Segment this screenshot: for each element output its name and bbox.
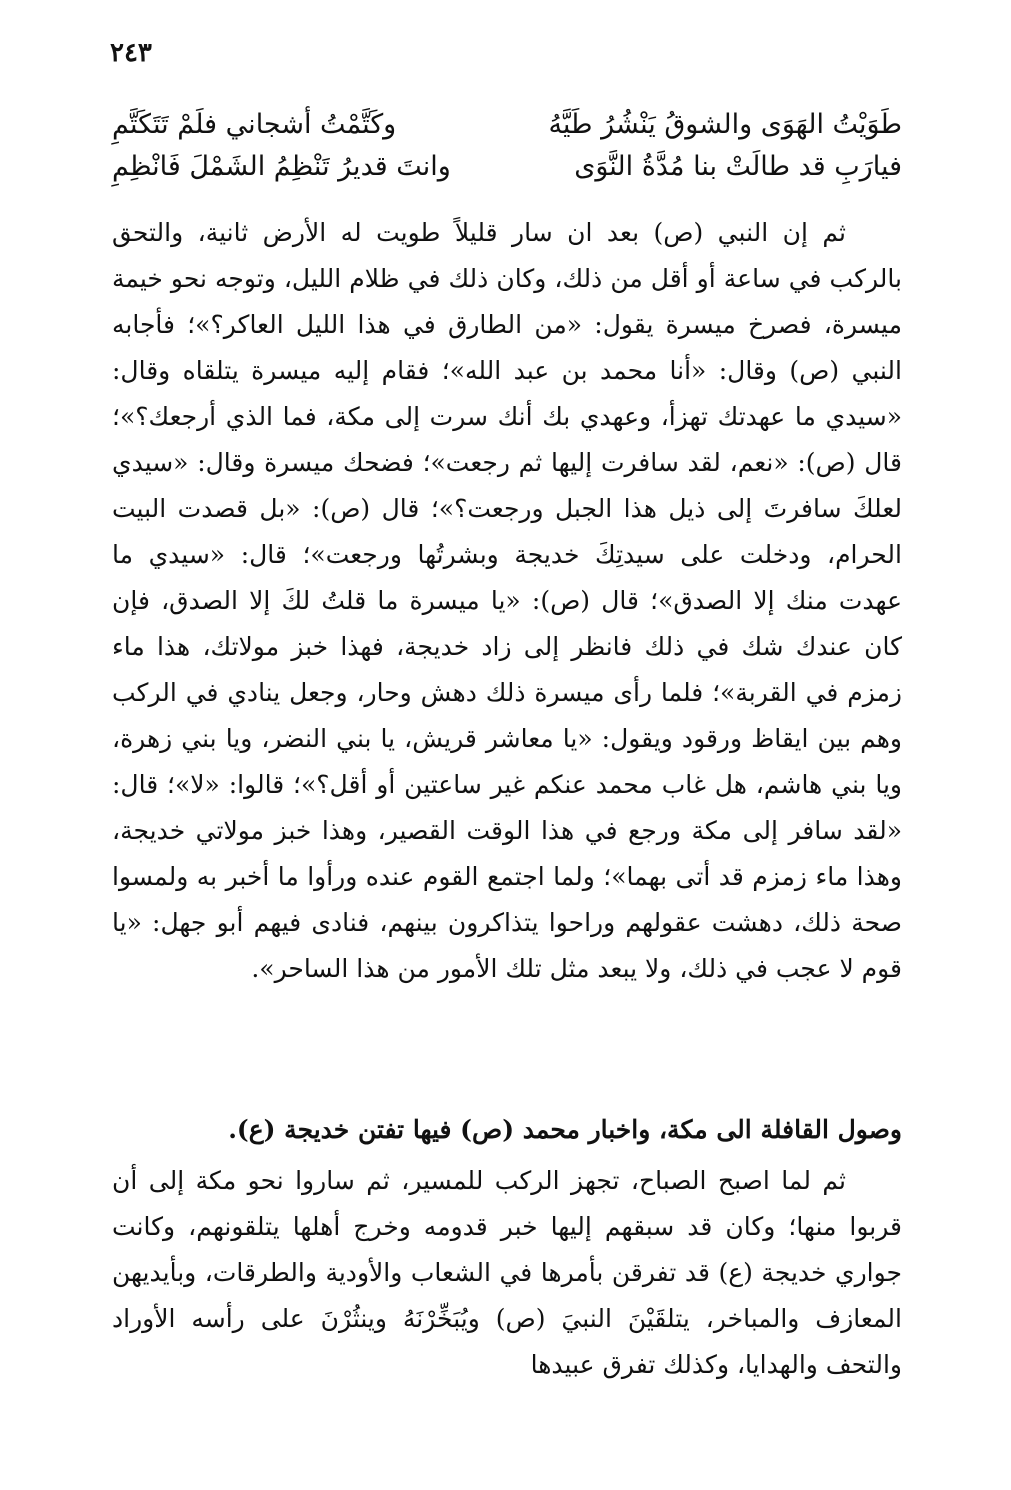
verse-second-hemistich: وانتَ قديرُ تَنْظِمُ الشَمْلَ فَانْظِمِ (112, 151, 451, 182)
section-heading: وصول القافلة الى مكة، واخبار محمد (ص) فيها تفتن خديجة (ع). (228, 1115, 902, 1144)
paragraph-caravan-arrival: ثم لما اصبح الصباح، تجهز الركب للمسير، ثم ساروا نحو مكة إلى أن قربوا منها؛ وكان قد سبقهم إليها خبر قدومه وخرج أهلها يتلقونهم، وكانت جواري خديجة (ع) قد تفرقن بأمرها في الشعاب والأودية والطرقات، وبأيديهن المعازف والمباخر، يتلقَيْنَ النبيَ (ص) ويُبَخِّرْنَهُ وينثُرْنَ على رأسه الأوراد والتحف والهدايا، وكذلك تفرق عبيدها (112, 1166, 902, 1379)
verse-first-hemistich: فيارَبِ قد طالَتْ بنا مُدَّةُ النَّوَى (574, 151, 902, 182)
paragraph-night-journey: ثم إن النبي (ص) بعد ان سار قليلاً طويت له الأرض ثانية، والتحق بالركب في ساعة أو أقل من ذلك، وكان ذلك في ظلام الليل، وتوجه نحو خيمة ميسرة، فصرخ ميسرة يقول: «من الطارق في هذا الليل العاكر؟»؛ فأجابه النبي (ص) وقال: «أنا محمد بن عبد الله»؛ فقام إليه ميسرة يتلقاه وقال: «سيدي ما عهدتك تهزأ، وعهدي بك أنك سرت إلى مكة، فما الذي أرجعك؟»؛ قال (ص): «نعم، لقد سافرت إليها ثم رجعت»؛ فضحك ميسرة وقال: «سيدي لعلكَ سافرتَ إلى ذيل هذا الجبل ورجعت؟»؛ قال (ص): «بل قصدت البيت الحرام، ودخلت على سيدتِكَ خديجة وبشرتُها ورجعت»؛ قال: «سيدي ما عهدت منك إلا الصدق»؛ قال (ص): «يا ميسرة ما قلتُ لكَ إلا الصدق، فإن كان عندك شك في ذلك فانظر إلى زاد خديجة، فهذا خبز مولاتك، هذا ماء زمزم في القربة»؛ فلما رأى ميسرة ذلك دهش وحار، وجعل ينادي في الركب وهم بين ايقاظ ورقود ويقول: «يا معاشر قريش، يا بني النضر، ويا بني زهرة، ويا بني هاشم، هل غاب محمد عنكم غير ساعتين أو أقل؟»؛ قالوا: «لا»؛ قال: «لقد سافر إلى مكة ورجع في هذا الوقت القصير، وهذا خبز مولاتي خديجة، وهذا ماء زمزم قد أتى بهما»؛ ولما اجتمع القوم عنده ورأوا ما أخبر به ولمسوا صحة ذلك، دهشت عقولهم وراحوا يتذاكرون بينهم، فنادى فيهم أبو جهل: «يا قوم لا عجب في ذلك، ولا يبعد مثل تلك الأمور من هذا الساحر». (112, 218, 902, 983)
poem (112, 104, 902, 188)
verse-first-hemistich: طَوَيْتُ الهَوَى والشوقُ يَنْشُرُ طَيَّهُ (548, 109, 902, 140)
poem-verse (112, 104, 902, 146)
verse-second-hemistich: وكَتَّمْتُ أشجاني فلَمْ تَتَكَتَّمِ (112, 109, 397, 140)
page-number: ٢٤٣ (110, 38, 152, 68)
poem-verse (112, 146, 902, 188)
